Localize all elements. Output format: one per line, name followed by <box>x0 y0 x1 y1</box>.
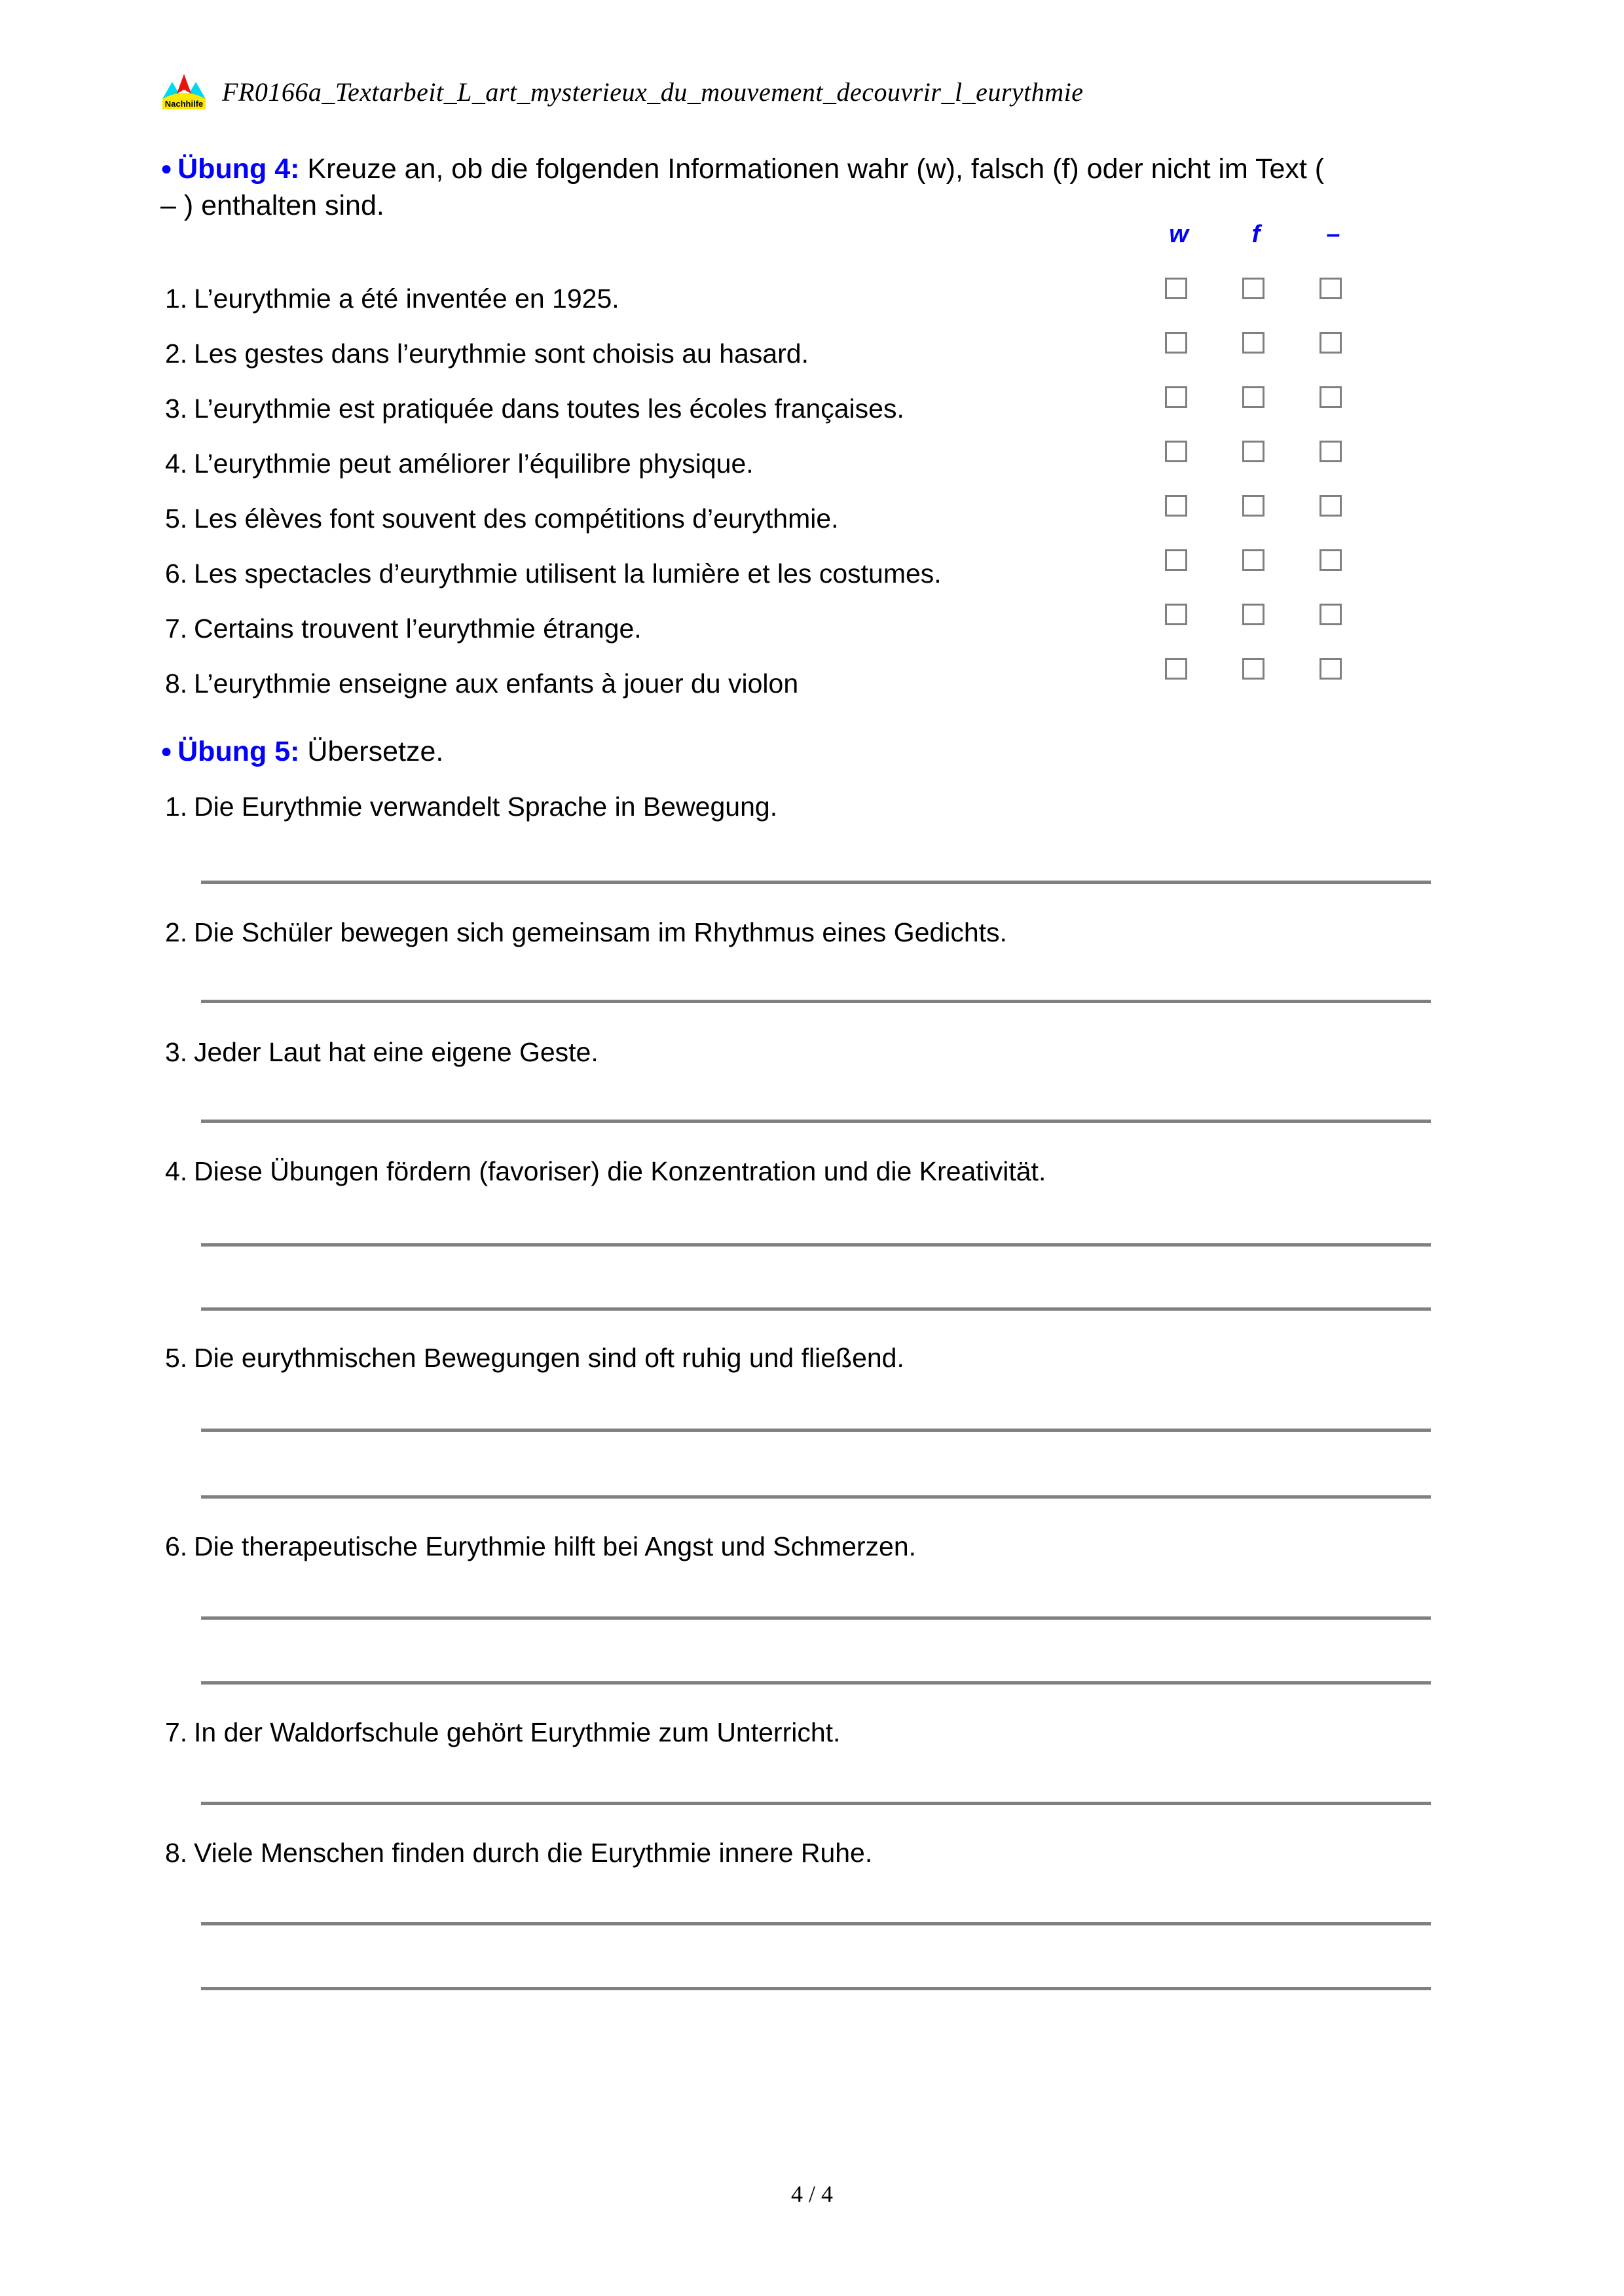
exercise4-item-5 <box>165 503 839 534</box>
exercise4-item-6 <box>165 558 942 589</box>
exercise4-label: Übung 4: <box>177 153 300 185</box>
answer-line-2-a[interactable] <box>201 1000 1431 1003</box>
item-text: L’eurythmie a été inventée en 1925. <box>194 283 619 314</box>
item-number: 2. <box>165 917 188 947</box>
exercise5-instruction: Übersetze. <box>299 736 444 767</box>
exercise5-heading <box>160 733 1339 770</box>
checkbox-3-f[interactable] <box>1242 386 1264 408</box>
checkbox-1-f[interactable] <box>1242 278 1264 299</box>
exercise5-item-1 <box>165 791 777 822</box>
checkbox-1-dash[interactable] <box>1320 278 1342 299</box>
item-number: 5. <box>165 503 188 534</box>
checkbox-4-w[interactable] <box>1165 441 1187 462</box>
exercise4-item-3 <box>165 393 904 424</box>
answer-line-7-a[interactable] <box>201 1802 1431 1805</box>
exercise5-label: Übung 5: <box>177 736 300 767</box>
checkbox-7-f[interactable] <box>1242 604 1264 625</box>
item-number: 8. <box>165 1838 188 1868</box>
item-text: In der Waldorfschule gehört Eurythmie zum Unterricht. <box>194 1717 841 1747</box>
checkbox-7-w[interactable] <box>1165 604 1187 625</box>
exercise4-instruction: Kreuze an, ob die folgenden Informationen wahr (w), falsch (f) oder nicht im Text ( – ) enthalten sind. <box>160 153 1325 221</box>
answer-line-6-b[interactable] <box>201 1681 1431 1685</box>
exercise5-item-2 <box>165 917 1007 948</box>
answer-line-6-a[interactable] <box>201 1616 1431 1620</box>
exercise4-item-4 <box>165 448 754 479</box>
checkbox-5-w[interactable] <box>1165 495 1187 517</box>
checkbox-8-f[interactable] <box>1242 658 1264 680</box>
item-text: Die therapeutische Eurythmie hilft bei Angst und Schmerzen. <box>194 1531 917 1561</box>
item-text: Certains trouvent l’eurythmie étrange. <box>194 613 642 644</box>
checkbox-5-dash[interactable] <box>1320 495 1342 517</box>
item-number: 7. <box>165 613 188 644</box>
item-number: 6. <box>165 1531 188 1561</box>
column-header-w: w <box>1169 221 1189 248</box>
item-number: 5. <box>165 1343 188 1373</box>
item-text: Viele Menschen finden durch die Eurythmie innere Ruhe. <box>194 1838 873 1868</box>
answer-line-5-b[interactable] <box>201 1495 1431 1499</box>
item-number: 1. <box>165 283 188 314</box>
exercise4-heading <box>160 151 1339 224</box>
item-number: 4. <box>165 1156 188 1186</box>
item-number: 1. <box>165 792 188 822</box>
nachhilfe-logo-icon <box>160 70 208 113</box>
item-text: Die Eurythmie verwandelt Sprache in Bewegung. <box>194 792 778 822</box>
exercise5-item-3 <box>165 1036 599 1068</box>
checkbox-4-f[interactable] <box>1242 441 1264 462</box>
exercise5-item-5 <box>165 1342 904 1374</box>
item-text: Les gestes dans l’eurythmie sont choisis au hasard. <box>194 338 809 369</box>
checkbox-2-f[interactable] <box>1242 332 1264 354</box>
answer-line-8-b[interactable] <box>201 1987 1431 1990</box>
checkbox-2-dash[interactable] <box>1320 332 1342 354</box>
bullet-icon: ● <box>160 158 173 179</box>
item-text: Les spectacles d’eurythmie utilisent la lumière et les costumes. <box>194 558 942 589</box>
answer-line-4-b[interactable] <box>201 1307 1431 1311</box>
exercise4-item-2 <box>165 338 809 369</box>
item-number: 6. <box>165 558 188 589</box>
checkbox-5-f[interactable] <box>1242 495 1264 517</box>
checkbox-4-dash[interactable] <box>1320 441 1342 462</box>
exercise4-item-8 <box>165 668 798 699</box>
page-header <box>160 65 1470 118</box>
checkbox-6-w[interactable] <box>1165 549 1187 571</box>
item-text: L’eurythmie peut améliorer l’équilibre physique. <box>194 448 754 479</box>
exercise5-item-4 <box>165 1156 1046 1187</box>
item-number: 2. <box>165 338 188 369</box>
item-number: 3. <box>165 1037 188 1067</box>
exercise4-item-1 <box>165 283 619 314</box>
answer-line-3-a[interactable] <box>201 1120 1431 1123</box>
answer-line-5-a[interactable] <box>201 1429 1431 1432</box>
answer-line-1-a[interactable] <box>201 881 1431 884</box>
item-text: Jeder Laut hat eine eigene Geste. <box>194 1037 599 1067</box>
checkbox-8-w[interactable] <box>1165 658 1187 680</box>
exercise4-item-7 <box>165 613 642 644</box>
bullet-icon: ● <box>160 740 173 762</box>
checkbox-1-w[interactable] <box>1165 278 1187 299</box>
checkbox-6-dash[interactable] <box>1320 549 1342 571</box>
exercise5-item-7 <box>165 1717 840 1748</box>
answer-line-8-a[interactable] <box>201 1922 1431 1925</box>
checkbox-3-dash[interactable] <box>1320 386 1342 408</box>
page-footer: 4 / 4 <box>790 2181 833 2207</box>
column-header-dash: – <box>1326 221 1340 248</box>
checkbox-3-w[interactable] <box>1165 386 1187 408</box>
checkbox-7-dash[interactable] <box>1320 604 1342 625</box>
item-number: 4. <box>165 448 188 479</box>
checkbox-2-w[interactable] <box>1165 332 1187 354</box>
item-text: L’eurythmie enseigne aux enfants à jouer du violon <box>194 668 799 699</box>
item-text: Die Schüler bewegen sich gemeinsam im Rhythmus eines Gedichts. <box>194 917 1007 947</box>
item-text: Die eurythmischen Bewegungen sind oft ruhig und fließend. <box>194 1343 904 1373</box>
item-number: 8. <box>165 668 188 699</box>
answer-line-4-a[interactable] <box>201 1243 1431 1247</box>
item-text: L’eurythmie est pratiquée dans toutes les écoles françaises. <box>194 393 904 424</box>
exercise5-item-8 <box>165 1837 872 1868</box>
item-text: Diese Übungen fördern (favoriser) die Konzentration und die Kreativität. <box>194 1156 1046 1186</box>
checkbox-8-dash[interactable] <box>1320 658 1342 680</box>
exercise5-item-6 <box>165 1531 916 1562</box>
item-text: Les élèves font souvent des compétitions d’eurythmie. <box>194 503 839 534</box>
checkbox-6-f[interactable] <box>1242 549 1264 571</box>
logo-label: Nachhilfe <box>164 99 204 109</box>
item-number: 3. <box>165 393 188 424</box>
document-title: FR0166a_Textarbeit_L_art_mysterieux_du_mouvement_decouvrir_l_eurythmie <box>222 77 1084 107</box>
item-number: 7. <box>165 1717 188 1747</box>
column-header-f: f <box>1251 221 1261 248</box>
